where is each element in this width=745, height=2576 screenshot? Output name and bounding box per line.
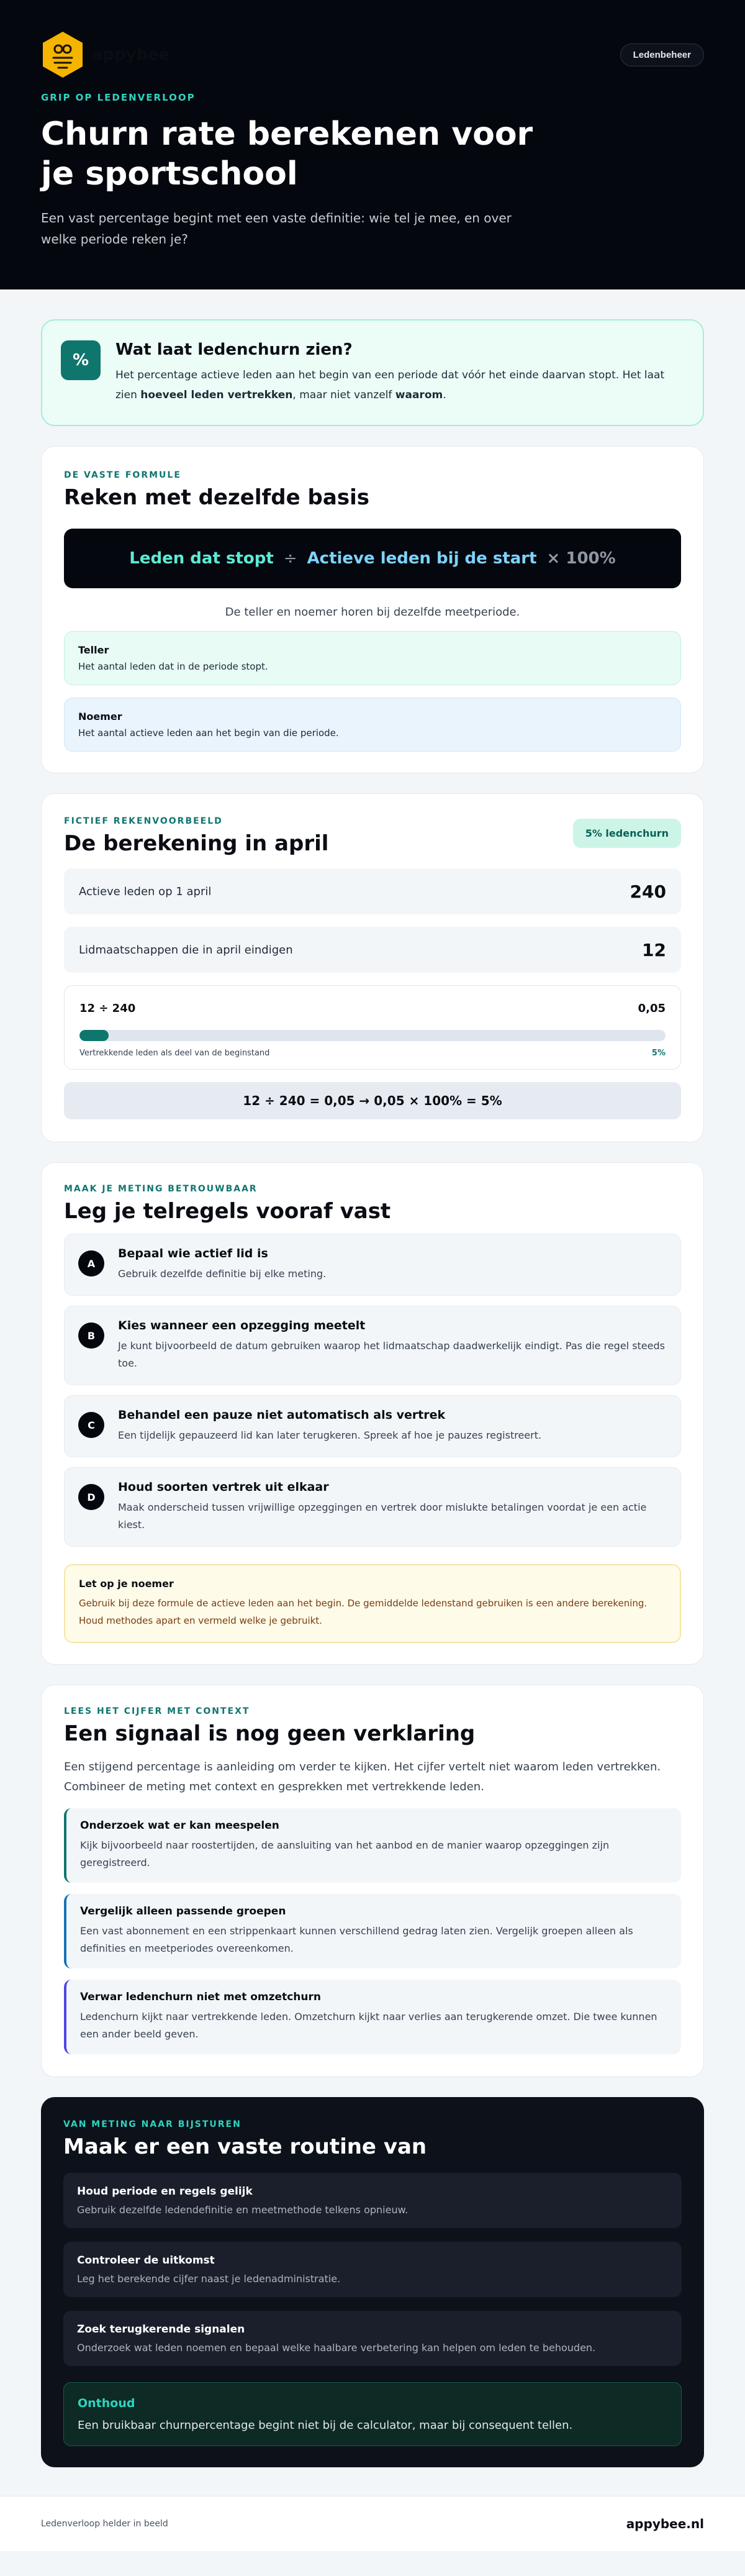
context-item-text: Ledenchurn kijkt naar vertrekkende leden. Omzetchurn kijkt naar verlies aan terugkerende omzet. Die twee kunnen een ander beeld geven. [80, 2011, 657, 2040]
page-subtitle: Een vast percentage begint met een vaste definitie: wie tel je mee, en over welke periode reken je? [41, 211, 512, 247]
teller-definition [64, 631, 681, 685]
routine-title: Maak er een vaste routine van [63, 2134, 427, 2159]
calc-result: 0,05 [638, 1002, 666, 1015]
step-text: Een tijdelijk gepauzeerd lid kan later terugkeren. Spreek af hoe je pauzes registreert. [118, 1429, 542, 1441]
step-text: Maak onderscheid tussen vrijwillige opzeggingen en vertrek door mislukte betalingen voordat je een actie kiest. [118, 1501, 647, 1531]
routine-eyebrow: VAN METING NAAR BIJSTUREN [63, 2119, 242, 2129]
rules-card [41, 1162, 704, 1665]
brand-name: appybee [92, 45, 170, 64]
context-eyebrow: LEES HET CIJFER MET CONTEXT [64, 1706, 250, 1716]
example-card [41, 793, 704, 1142]
bee-logo-icon [41, 30, 84, 79]
divide-sign: ÷ [283, 549, 297, 568]
step-text: Je kunt bijvoorbeeld de datum gebruiken waarop het lidmaatschap daadwerkelijk eindigt. Pas die regel steeds toe. [118, 1340, 665, 1369]
stat-label: Lidmaatschappen die in april eindigen [79, 943, 293, 957]
remember-text: Een bruikbaar churnpercentage begint niet bij de calculator, maar bij consequent tellen. [78, 2419, 573, 2432]
noemer-definition [64, 698, 681, 752]
formula-display [64, 529, 681, 588]
step-title: Houd soorten vertrek uit elkaar [118, 1480, 329, 1494]
routine-item-title: Houd periode en regels gelijk [77, 2185, 253, 2198]
step-item [64, 1467, 681, 1547]
page-footer [0, 2496, 745, 2551]
formula-denominator: Actieve leden bij de start [307, 549, 537, 568]
intro-title: Wat laat ledenchurn zien? [115, 340, 353, 359]
intro-text: Het percentage actieve leden aan het begin van een periode dat vóór het einde daarvan stopt. Het laat zien hoeveel leden vertrekken, maar niet vanzelf waarom. [115, 369, 665, 401]
warning-title: Let op je noemer [79, 1578, 174, 1590]
stat-active-members [64, 868, 681, 914]
routine-item-title: Controleer de uitkomst [77, 2254, 215, 2267]
step-badge: B [78, 1322, 104, 1349]
footer-site-link[interactable]: appybee.nl [626, 2516, 704, 2531]
rules-title: Leg je telregels vooraf vast [64, 1199, 391, 1224]
context-item [64, 1894, 681, 1968]
footer-tagline: Ledenverloop helder in beeld [41, 2519, 168, 2529]
step-title: Bepaal wie actief lid is [118, 1247, 268, 1260]
brand[interactable] [41, 30, 170, 79]
stat-ending-memberships [64, 927, 681, 973]
routine-item [63, 2173, 682, 2228]
context-lead: Een stijgend percentage is aanleiding om verder te kijken. Het cijfer vertelt niet waarom leden vertrekken. Combineer de meting met context en gesprekken met vertrekkende leden. [64, 1760, 661, 1793]
step-text: Gebruik dezelfde definitie bij elke meting. [118, 1268, 327, 1280]
progress-fill [79, 1030, 109, 1041]
context-item-title: Verwar ledenchurn niet met omzetchurn [80, 1991, 321, 2003]
step-title: Behandel een pauze niet automatisch als vertrek [118, 1408, 446, 1422]
step-badge: D [78, 1484, 104, 1510]
context-title: Een signaal is nog geen verklaring [64, 1721, 476, 1746]
example-title: De berekening in april [64, 831, 329, 856]
routine-item-text: Gebruik dezelfde ledendefinitie en meetmethode telkens opnieuw. [77, 2204, 409, 2216]
formula-numerator: Leden dat stopt [129, 549, 274, 568]
example-eyebrow: FICTIEF REKENVOORBEELD [64, 816, 223, 826]
calc-expression: 12 ÷ 240 [79, 1002, 136, 1015]
formula-title: Reken met dezelfde basis [64, 485, 369, 510]
churn-badge: 5% ledenchurn [573, 819, 681, 848]
progress-caption: Vertrekkende leden als deel van de beginstand [79, 1049, 270, 1058]
teller-text: Het aantal leden dat in de periode stopt. [78, 661, 268, 672]
ledenbeheer-button[interactable]: Ledenbeheer [620, 43, 704, 66]
remember-callout [63, 2382, 682, 2446]
percent-icon: % [61, 340, 101, 380]
context-item [64, 1808, 681, 1883]
context-item-title: Vergelijk alleen passende groepen [80, 1905, 286, 1918]
routine-item-title: Zoek terugkerende signalen [77, 2323, 245, 2336]
page-title: Churn rate berekenen voor je sportschool [41, 116, 533, 193]
context-item-text: Een vast abonnement en een strippenkaart kunnen verschillend gedrag laten zien. Vergelijk groepen alleen als definities en meetperiodes overeenkomen. [80, 1925, 633, 1954]
progress-bar [79, 1030, 666, 1041]
context-item-title: Onderzoek wat er kan meespelen [80, 1819, 279, 1832]
formula-multiplier: × 100% [546, 549, 616, 568]
progress-percent: 5% [651, 1049, 666, 1058]
remember-title: Onthoud [78, 2396, 135, 2410]
context-item-text: Kijk bijvoorbeeld naar roostertijden, de aansluiting van het aanbod en de manier waarop opzeggingen zijn geregistreerd. [80, 1839, 610, 1868]
formula-caption: De teller en noemer horen bij dezelfde meetperiode. [225, 606, 520, 619]
warning-callout [64, 1564, 681, 1643]
hero-eyebrow: GRIP OP LEDENVERLOOP [41, 92, 196, 103]
warning-text: Gebruik bij deze formule de actieve leden aan het begin. De gemiddelde ledenstand gebruiken is een andere berekening. Houd methodes apart en vermeld welke je gebruikt. [79, 1598, 648, 1626]
step-badge: A [78, 1250, 104, 1277]
noemer-title: Noemer [78, 711, 122, 722]
top-bar [41, 30, 704, 80]
formula-eyebrow: DE VASTE FORMULE [64, 470, 181, 480]
hero-header [0, 0, 745, 289]
step-title: Kies wanneer een opzegging meetelt [118, 1319, 366, 1332]
routine-item [63, 2311, 682, 2366]
step-item [64, 1234, 681, 1296]
teller-title: Teller [78, 644, 109, 656]
step-badge: C [78, 1412, 104, 1438]
calculation-box [64, 985, 681, 1070]
intro-callout [41, 319, 704, 426]
stat-value: 12 [642, 939, 666, 960]
routine-item-text: Leg het berekende cijfer naast je ledenadministratie. [77, 2273, 341, 2285]
stat-label: Actieve leden op 1 april [79, 885, 212, 898]
step-item [64, 1395, 681, 1457]
result-formula: 12 ÷ 240 = 0,05 → 0,05 × 100% = 5% [64, 1082, 681, 1119]
context-item [64, 1980, 681, 2054]
noemer-text: Het aantal actieve leden aan het begin van die periode. [78, 727, 339, 739]
main-content [0, 289, 745, 2467]
context-card [41, 1685, 704, 2077]
routine-card [41, 2097, 704, 2467]
routine-item [63, 2242, 682, 2297]
routine-item-text: Onderzoek wat leden noemen en bepaal welke haalbare verbetering kan helpen om leden te behouden. [77, 2342, 596, 2354]
formula-card [41, 446, 704, 773]
rules-eyebrow: MAAK JE METING BETROUWBAAR [64, 1184, 258, 1194]
stat-value: 240 [630, 881, 666, 902]
step-item [64, 1306, 681, 1385]
